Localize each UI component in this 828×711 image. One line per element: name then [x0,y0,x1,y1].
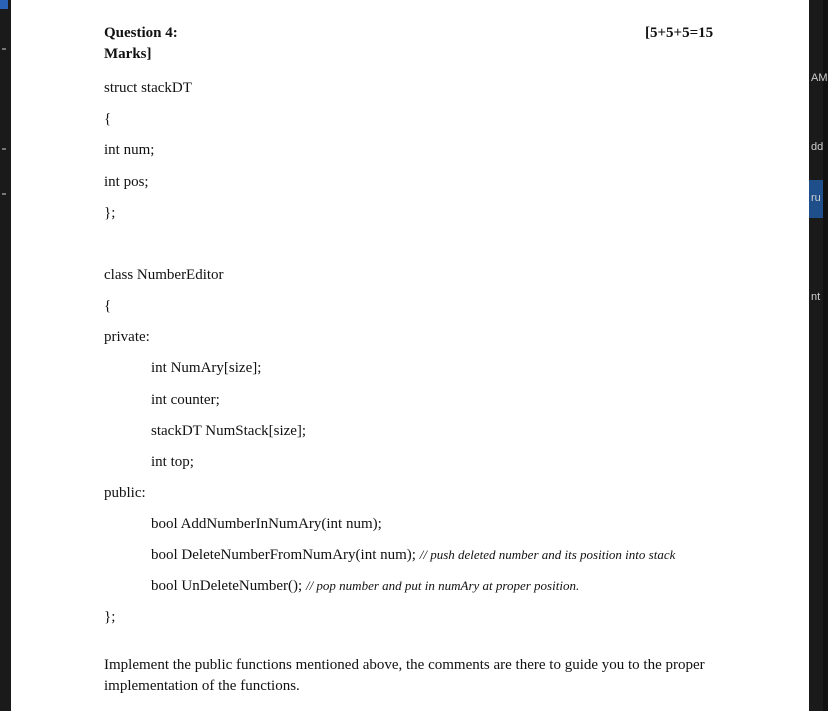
left-edge-mark [2,48,6,50]
question-title: Question 4: [104,25,178,41]
left-edge-mark [2,193,6,195]
struct-close-brace: }; [104,205,116,221]
class-close-brace: }; [104,609,116,625]
left-background-strip [0,0,11,711]
private-member: int counter; [151,392,220,408]
public-member-code: bool DeleteNumberFromNumAry(int num); [151,547,420,563]
private-member: int top; [151,454,194,470]
background-text-fragment: AM [811,72,828,84]
public-member [151,547,675,564]
public-member [151,578,579,595]
left-edge-mark [2,148,6,150]
struct-declaration: struct stackDT [104,80,192,96]
background-text-fragment: ru [811,192,821,204]
instructions-paragraph: Implement the public functions mentioned above, the comments are there to guide you to the proper implementation of the functions. [104,657,705,694]
background-text-fragment: dd [811,141,824,153]
private-member: stackDT NumStack[size]; [151,423,307,439]
code-comment: // pop number and put in numAry at proper position. [305,578,580,593]
public-member-code: bool UnDeleteNumber(); [151,578,306,594]
marks-breakdown: [5+5+5=15 [645,25,714,41]
private-member: int NumAry[size]; [151,360,262,376]
document-page [11,0,809,711]
private-label: private: [104,329,150,345]
code-comment: // push deleted number and its position into stack [419,547,676,562]
struct-field-pos: int pos; [104,174,149,190]
class-declaration: class NumberEditor [104,267,224,283]
background-highlight [809,180,823,218]
right-background-strip [809,0,828,711]
marks-label: Marks] [104,46,152,62]
public-label: public: [104,485,146,501]
public-member [151,516,382,533]
struct-open-brace: { [104,111,112,127]
class-open-brace: { [104,298,112,314]
background-text-fragment: nt [811,291,821,303]
public-member-code: bool AddNumberInNumAry(int num); [151,516,382,532]
corner-accent [0,0,8,9]
struct-field-num: int num; [104,142,155,158]
